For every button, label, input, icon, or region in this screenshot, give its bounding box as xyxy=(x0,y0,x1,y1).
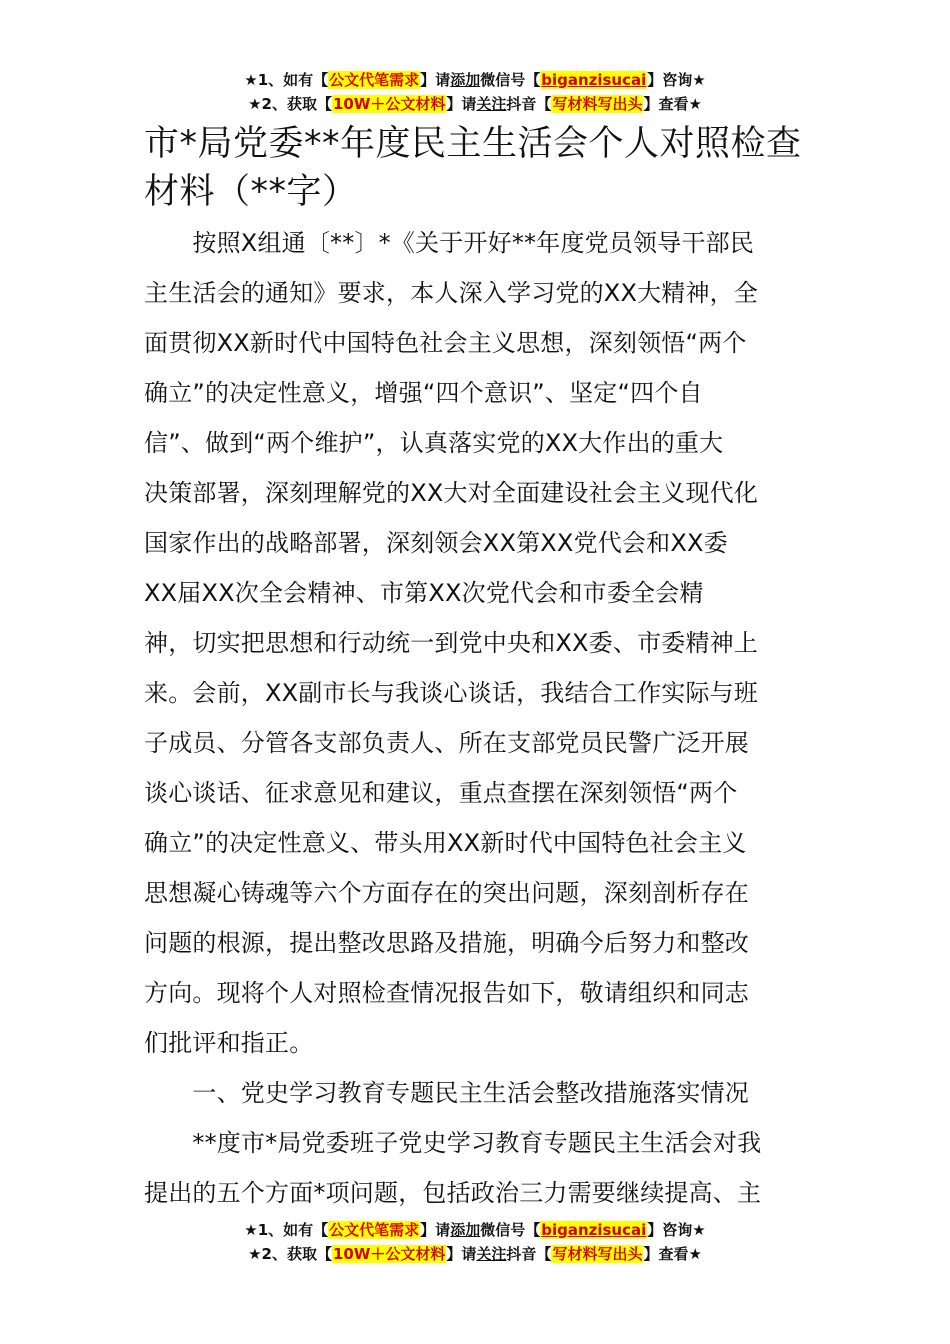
body-line: 方向。现将个人对照检查情况报告如下，敬请组织和同志 xyxy=(144,979,749,1007)
body-line: 国家作出的战略部署，深刻领会XX第XX党代会和XX委 xyxy=(144,529,728,557)
body-line: 来。会前，XX副市长与我谈心谈话，我结合工作实际与班 xyxy=(144,679,759,707)
banner-text: ★2、获取【 xyxy=(248,1245,332,1263)
body-line: 子成员、分管各支部负责人、所在支部党员民警广泛开展 xyxy=(144,729,749,757)
banner-text: 】查看★ xyxy=(643,95,702,113)
banner-text: 】请 xyxy=(420,1221,451,1239)
banner-line-2 xyxy=(0,1242,950,1266)
body-line: 神，切实把思想和行动统一到党中央和XX委、市委精神上 xyxy=(144,629,759,657)
body-line: 提出的五个方面*项问题，包括政治三力需要继续提高、主 xyxy=(144,1179,762,1207)
banner-text: 】咨询★ xyxy=(647,1221,706,1239)
banner-underlined-text: 关注 xyxy=(476,95,507,113)
service-highlight: 公文代笔需求 xyxy=(329,71,420,89)
banner-text: 】查看★ xyxy=(643,1245,702,1263)
banner-line-1 xyxy=(0,1218,950,1242)
banner-text: 抖音【 xyxy=(506,1245,552,1263)
body-line: 谈心谈话、征求意见和建议，重点查摆在深刻领悟“两个 xyxy=(144,779,738,807)
banner-line-2 xyxy=(0,92,950,116)
banner-text: 】请 xyxy=(446,95,477,113)
banner-text: 微信号【 xyxy=(480,71,541,89)
banner-underlined-text: 添加 xyxy=(450,71,481,89)
banner-text: ★2、获取【 xyxy=(248,95,332,113)
body-line: **度市*局党委班子党史学习教育专题民主生活会对我 xyxy=(144,1129,762,1157)
body-line: 主生活会的通知》要求，本人深入学习党的XX大精神，全 xyxy=(144,279,759,307)
douyin-account-highlight: 写材料写出头 xyxy=(552,1245,643,1263)
banner-text: 】咨询★ xyxy=(647,71,706,89)
banner-text: ★1、如有【 xyxy=(244,1221,329,1239)
bottom-banner xyxy=(0,1218,950,1266)
materials-highlight: 10W＋公文材料 xyxy=(332,95,446,113)
body-line: 确立”的决定性意义，增强“四个意识”、坚定“四个自 xyxy=(144,379,703,407)
body-line: 按照X组通〔**〕*《关于开好**年度党员领导干部民 xyxy=(144,229,755,257)
body-line: 面贯彻XX新时代中国特色社会主义思想，深刻领悟“两个 xyxy=(144,329,747,357)
service-highlight: 公文代笔需求 xyxy=(329,1221,420,1239)
banner-text: ★1、如有【 xyxy=(244,71,329,89)
banner-text: 微信号【 xyxy=(480,1221,541,1239)
document-title: 市*局党委**年度民主生活会个人对照检查材料（**字） xyxy=(144,124,802,212)
materials-highlight: 10W＋公文材料 xyxy=(332,1245,446,1263)
banner-underlined-text: 关注 xyxy=(476,1245,507,1263)
body-line: 信”、做到“两个维护”，认真落实党的XX大作出的重大 xyxy=(144,429,724,457)
body-line: 问题的根源，提出整改思路及措施，明确今后努力和整改 xyxy=(144,929,749,957)
body-line: 决策部署，深刻理解党的XX大对全面建设社会主义现代化 xyxy=(144,479,759,507)
body-line: XX届XX次全会精神、市第XX次党代会和市委全会精 xyxy=(144,579,704,607)
banner-text: 】请 xyxy=(420,71,451,89)
douyin-account-highlight: 写材料写出头 xyxy=(552,95,643,113)
banner-text: 抖音【 xyxy=(506,95,552,113)
wechat-id-link[interactable]: biganzisucai xyxy=(541,71,647,89)
banner-underlined-text: 添加 xyxy=(450,1221,481,1239)
banner-text: 】请 xyxy=(446,1245,477,1263)
wechat-id-link[interactable]: biganzisucai xyxy=(541,1221,647,1239)
body-line: 们批评和指正。 xyxy=(144,1029,314,1057)
body-line: 思想凝心铸魂等六个方面存在的突出问题，深刻剖析存在 xyxy=(144,879,749,907)
section-heading: 一、党史学习教育专题民主生活会整改措施落实情况 xyxy=(144,1079,749,1107)
body-line: 确立”的决定性意义、带头用XX新时代中国特色社会主义 xyxy=(144,829,747,857)
top-banner xyxy=(0,68,950,116)
banner-line-1 xyxy=(0,68,950,92)
